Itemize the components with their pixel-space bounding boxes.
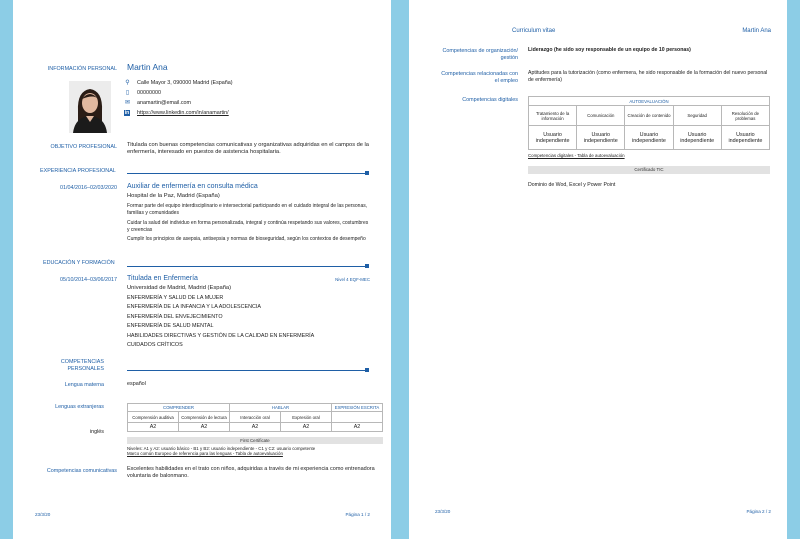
job-skills-text: Aptitudes para la tutorización (como enfermera, he sido responsable de la formación del nuevo personal de enfermería) xyxy=(528,70,768,84)
cv-page-2 xyxy=(409,0,787,539)
address-text: Calle Mayor 3, 090000 Madrid (España) xyxy=(137,80,233,86)
digital-level-cell: Usuario independiente xyxy=(577,126,625,150)
digital-level-cell: Usuario independiente xyxy=(625,126,673,150)
experience-label: EXPERIENCIA PROFESIONAL xyxy=(40,168,116,174)
foreign-languages-label: Lenguas extranjeras xyxy=(55,404,104,410)
footer-page: Página 2 / 2 xyxy=(746,509,771,514)
mother-tongue-label: Lengua materna xyxy=(64,382,104,388)
communication-label: Competencias comunicativas xyxy=(46,468,117,474)
digital-header-information: Tratamiento de la información xyxy=(529,106,577,126)
subheader-empty xyxy=(332,412,383,423)
experience-org: Hospital de la Paz, Madrid (España) xyxy=(127,193,220,199)
education-title: Titulada en Enfermería xyxy=(127,275,198,282)
education-subject: ENFERMERÍA DE LA INFANCIA Y LA ADOLESCENCIA xyxy=(127,304,262,310)
phone-text: 00000000 xyxy=(137,90,161,96)
digital-skills-label: Competencias digitales xyxy=(462,97,518,103)
level-cell: A2 xyxy=(281,423,332,432)
footer-date: 23/3/20 xyxy=(35,512,51,517)
objective-label: OBJETIVO PROFESIONAL xyxy=(50,144,117,150)
education-subject: ENFERMERÍA DEL ENVEJECIMIENTO xyxy=(127,314,223,320)
location-icon: ⚲ xyxy=(125,80,130,86)
subheader-reading: Comprensión de lectura xyxy=(179,412,230,423)
experience-task: Cumplir los principios de asepsia, antisepsia y normas de bioseguridad, según los contextos de desempeño xyxy=(127,236,366,242)
experience-marker xyxy=(365,171,369,175)
skills-marker xyxy=(365,368,369,372)
digital-level-cell: Usuario independiente xyxy=(721,126,769,150)
skills-divider xyxy=(127,370,369,371)
digital-level-cell: Usuario independiente xyxy=(529,126,577,150)
software-text: Dominio de Wod, Excel y Power Point xyxy=(528,182,616,188)
subheader-production: Expresión oral xyxy=(281,412,332,423)
email-text: anamartin@email.com xyxy=(137,100,192,106)
phone-icon: ▯ xyxy=(125,90,130,96)
profile-photo xyxy=(69,81,111,133)
subheader-interaction: Interacción oral xyxy=(230,412,281,423)
personal-info-label: INFORMACIÓN PERSONAL xyxy=(47,66,117,72)
subheader-listening: Comprensión auditiva xyxy=(128,412,179,423)
digital-header-communication: Comunicación xyxy=(577,106,625,126)
education-org: Universidad de Madrid, Madrid (España) xyxy=(127,285,232,291)
footer-page: Página 1 / 2 xyxy=(345,512,370,517)
candidate-name: Martin Ana xyxy=(127,62,168,72)
header-speak: HABLAR xyxy=(230,404,332,412)
skills-label-line2: PERSONALES xyxy=(67,366,104,372)
communication-text: Excelentes habilidades en el trato con niños, adquiridas a través de mi experiencia como entrenadora voluntaria de balonmano. xyxy=(127,466,375,480)
linkedin-icon: in xyxy=(124,110,130,116)
language-levels-note: Niveles: A1 y A2: usuario básico - B1 y B2: usuario independiente - C1 y C2: usuario competente xyxy=(127,446,316,451)
mother-tongue-value: español xyxy=(127,381,146,387)
level-cell: A2 xyxy=(332,423,383,432)
education-level: Nivel 4 EQF-MEC xyxy=(335,277,370,282)
linkedin-link[interactable]: https://www.linkedin.com/in/anamartin/ xyxy=(137,110,229,116)
experience-task: Cuidar la salud del individuo en forma personalizada, integral y continúa respetando sus valores, costumbres y creencias xyxy=(127,220,369,233)
experience-divider xyxy=(127,173,369,174)
education-subject: ENFERMERÍA DE SALUD MENTAL xyxy=(127,323,214,329)
education-divider xyxy=(127,266,369,267)
email-icon: ✉ xyxy=(124,100,131,106)
digital-header-problem-solving: Resolución de problemas xyxy=(721,106,769,126)
digital-header-content: Creación de contenido xyxy=(625,106,673,126)
experience-title: Auxiliar de enfermería en consulta médica xyxy=(127,183,258,190)
level-cell: A2 xyxy=(128,423,179,432)
digital-self-assessment-link[interactable]: Competencias digitales - Tabla de autoevaluación xyxy=(528,153,625,158)
objective-text: Titulada con buenas competencias comunicativas y organizativas adquiridas en el campos de la enfermería, interesado en puestos de asistencia hospitalaria. xyxy=(127,142,369,156)
education-subject: CUIDADOS CRÍTICOS xyxy=(127,342,183,348)
experience-task: Formar parte del equipo interdisciplinario e intersectorial participando en el cuidado integral de las personas, familias y comunidades xyxy=(127,203,368,216)
job-skills-label-line2: el empleo xyxy=(494,78,518,84)
header-understand: COMPRENDER xyxy=(128,404,230,412)
header-title: Curriculum vitae xyxy=(512,28,556,34)
header-name: Martin Ana xyxy=(742,28,771,34)
cefr-link[interactable]: Marco común Europeo de referencia para las lenguas - Tabla de autoevaluación xyxy=(127,451,283,456)
header-write: EXPRESIÓN ESCRITA xyxy=(332,404,383,412)
self-assessment-header: AUTOEVALUACIÓN xyxy=(529,97,770,106)
digital-certificate: Certificado TIC xyxy=(528,166,770,174)
cv-page-1 xyxy=(13,0,391,539)
language-certificate: First Certificate xyxy=(127,437,383,444)
org-skills-label-line1: Competencias de organización/ xyxy=(442,48,518,54)
education-label: EDUCACIÓN Y FORMACIÓN xyxy=(43,260,115,266)
digital-skills-table xyxy=(528,96,770,150)
org-skills-label-line2: gestión xyxy=(500,55,518,61)
job-skills-label-line1: Competencias relacionadas con xyxy=(441,71,518,77)
org-skills-text: Liderazgo (he sido soy responsable de un equipo de 10 personas) xyxy=(528,47,691,53)
education-dates: 05/10/2014–03/06/2017 xyxy=(60,277,117,283)
education-marker xyxy=(365,264,369,268)
level-cell: A2 xyxy=(230,423,281,432)
footer-date: 23/3/20 xyxy=(435,509,451,514)
level-cell: A2 xyxy=(179,423,230,432)
language-name: inglés xyxy=(89,429,104,435)
education-subject: HABILIDADES DIRECTIVAS Y GESTIÓN DE LA CALIDAD EN ENFERMERÍA xyxy=(127,333,315,339)
education-subject: ENFERMERÍA Y SALUD DE LA MUJER xyxy=(127,295,224,301)
skills-label-line1: COMPETENCIAS xyxy=(60,359,104,365)
digital-level-cell: Usuario independiente xyxy=(673,126,721,150)
language-table xyxy=(127,403,383,432)
experience-dates: 01/04/2016–02/03/2020 xyxy=(60,185,117,191)
digital-header-safety: Seguridad xyxy=(673,106,721,126)
